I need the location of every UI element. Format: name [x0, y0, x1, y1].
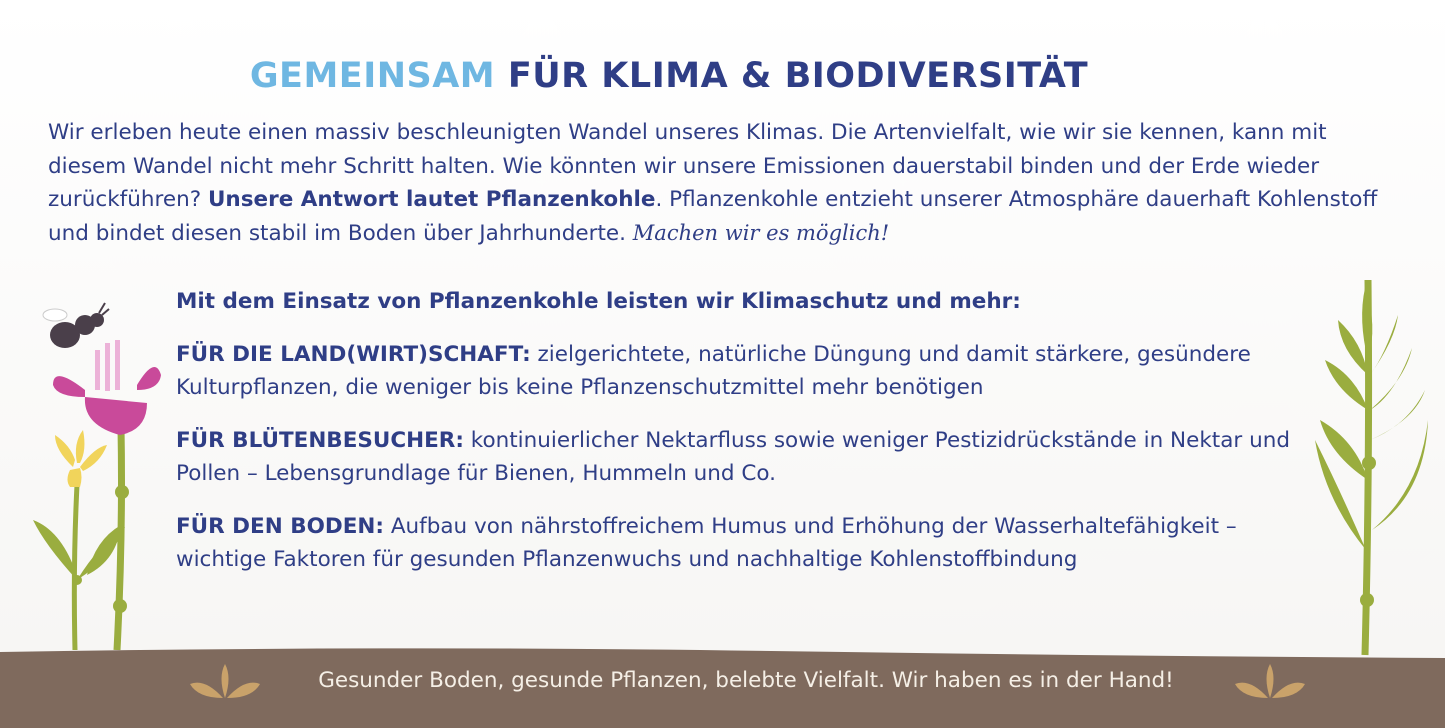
footer-slogan: Gesunder Boden, gesunde Pflanzen, belebte Vielfalt. Wir haben es in der Hand!	[318, 668, 1174, 693]
benefits-list	[176, 285, 1326, 596]
intro-call-to-action: Machen wir es möglich!	[632, 220, 890, 245]
benefits-lead: Mit dem Einsatz von Pflanzenkohle leisten wir Klimaschutz und mehr:	[176, 289, 1021, 314]
intro-answer: Unsere Antwort lautet Pflanzenkohle	[207, 187, 656, 212]
bee-icon	[43, 303, 109, 348]
benefit-item	[176, 338, 1326, 405]
title-highlight: GEMEINSAM	[249, 56, 496, 96]
title-main: FÜR KLIMA & BIODIVERSITÄT	[507, 56, 1089, 96]
grass-plant-icon	[1310, 280, 1440, 660]
benefit-text: kontinuierlicher Nektarfluss sowie weniger Pestizidrückstände in Nektar und Pollen – Lebensgrundlage für Bienen, Hummeln und Co.	[176, 427, 1290, 486]
intro-text-continued: . Pflanzenkohle entzieht unserer Atmosphäre dauerhaft Kohlenstoff und bindet diesen stabil im Boden über Jahrhunderte.	[48, 187, 1378, 246]
benefit-label: FÜR DEN BODEN:	[176, 513, 384, 539]
benefit-text: zielgerichtete, natürliche Düngung und damit stärkere, gesündere Kulturpflanzen, die weniger bis keine Pflanzenschutzmittel mehr benötigen	[176, 341, 1251, 400]
benefit-text: Aufbau von nährstoffreichem Humus und Erhöhung der Wasserhaltefähigkeit – wichtige Faktoren für gesunden Pflanzenwuchs und nachhaltige Kohlenstoffbindung	[176, 513, 1237, 572]
pink-flower-icon	[53, 340, 161, 650]
intro-text: Wir erleben heute einen massiv beschleunigten Wandel unseres Klimas. Die Artenvielfalt, wie wir sie kennen, kann mit diesem Wandel nicht mehr Schritt halten. Wie könnten wir unsere Emissionen dauerstabil binden und der Erde wieder zurückführen?	[48, 120, 1327, 212]
flowers-illustration	[25, 295, 175, 655]
benefit-item	[176, 510, 1326, 577]
intro-paragraph	[48, 116, 1408, 250]
benefit-item	[176, 424, 1326, 491]
benefit-label: FÜR BLÜTENBESUCHER:	[176, 427, 464, 453]
page-title	[0, 56, 1338, 96]
benefit-label: FÜR DIE LAND(WIRT)SCHAFT:	[176, 341, 531, 367]
